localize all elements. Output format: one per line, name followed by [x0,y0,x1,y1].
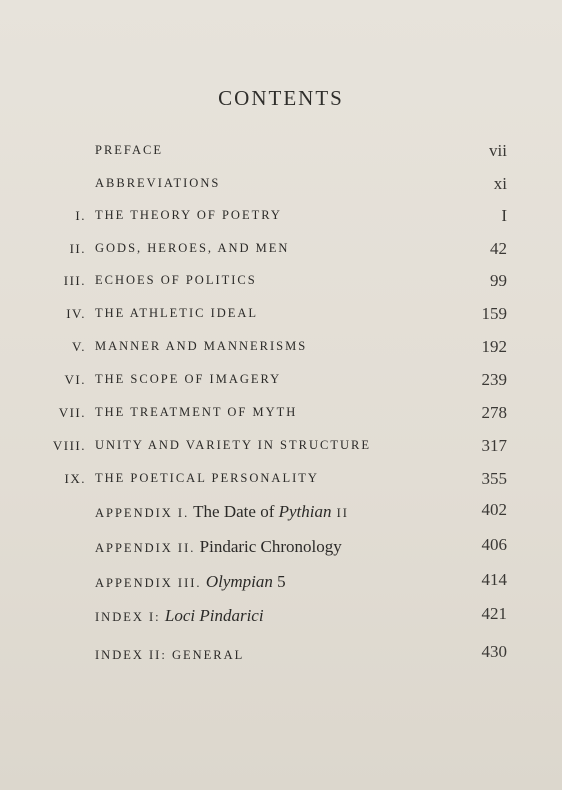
page-number: 42 [490,239,507,258]
chapter-title: PREFACE [95,143,163,157]
page-number: I [501,206,507,225]
appendix-title [95,502,349,522]
chapter-title: THE TREATMENT OF MYTH [95,405,298,419]
toc-entry [0,273,562,299]
page-title: CONTENTS [218,86,344,110]
page-number: 355 [481,469,507,488]
page-number: 402 [481,500,507,519]
chapter-title: THE ATHLETIC IDEAL [95,306,259,320]
toc-entry [0,405,562,431]
chapter-title: THE SCOPE OF IMAGERY [95,372,282,386]
chapter-number: III. [63,273,86,288]
chapter-title: THE POETICAL PERSONALITY [95,471,319,485]
appendix-prefix: APPENDIX III. [95,576,202,590]
toc-appendix-entry [0,644,562,670]
page-number: 192 [481,337,507,356]
appendix-prefix: APPENDIX II. [95,541,196,555]
chapter-number: VI. [64,372,86,387]
chapter-title: ECHOES OF POLITICS [95,273,257,287]
appendix-italic: Olympian [205,572,273,591]
appendix-italic: Loci Pindarici [164,606,264,625]
page-number: 99 [490,271,507,290]
toc-entry [0,241,562,267]
toc-entry [0,372,562,398]
page-number: xi [493,174,507,193]
page-number: 159 [481,304,507,323]
page-number: 406 [481,535,507,554]
appendix-suffix: II [331,506,349,520]
toc-appendix-entry [0,537,562,563]
appendix-title [95,644,244,664]
appendix-text: GENERAL [166,648,245,662]
toc-appendix-entry [0,606,562,632]
toc-appendix-entry [0,572,562,598]
page-number: 430 [481,642,507,661]
chapter-number: V. [72,339,86,354]
chapter-number: IV. [66,306,86,321]
chapter-title: UNITY AND VARIETY IN STRUCTURE [95,438,371,452]
toc-entry [0,438,562,464]
appendix-title [95,537,342,557]
appendix-prefix: INDEX II: [95,648,167,662]
page-number: vii [489,141,507,160]
appendix-suffix: 5 [272,572,286,591]
toc-entry [0,143,562,169]
toc-entry [0,306,562,332]
chapter-number: I. [75,208,86,223]
chapter-number: VII. [58,405,86,420]
appendix-prefix: APPENDIX I. [95,506,190,520]
appendix-prefix: INDEX I: [95,610,161,624]
page-number: 421 [481,604,507,623]
appendix-title [95,572,286,592]
page-number: 317 [481,436,507,455]
chapter-title: GODS, HEROES, AND MEN [95,241,290,255]
toc-entry [0,208,562,234]
toc-entry [0,471,562,497]
page-number: 278 [481,403,507,422]
appendix-text: Pindaric Chronology [195,537,342,556]
chapter-title: MANNER AND MANNERISMS [95,339,308,353]
toc-appendix-entry [0,502,562,528]
chapter-title: THE THEORY OF POETRY [95,208,282,222]
toc-entry [0,339,562,365]
appendix-text: The Date of [189,502,279,521]
chapter-number: II. [69,241,86,256]
appendix-title [95,606,264,626]
appendix-italic: Pythian [278,502,332,521]
chapter-number: VIII. [52,438,86,453]
toc-entry [0,176,562,202]
chapter-number: IX. [64,471,86,486]
page-number: 414 [481,570,507,589]
chapter-title: ABBREVIATIONS [95,176,221,190]
page-number: 239 [481,370,507,389]
